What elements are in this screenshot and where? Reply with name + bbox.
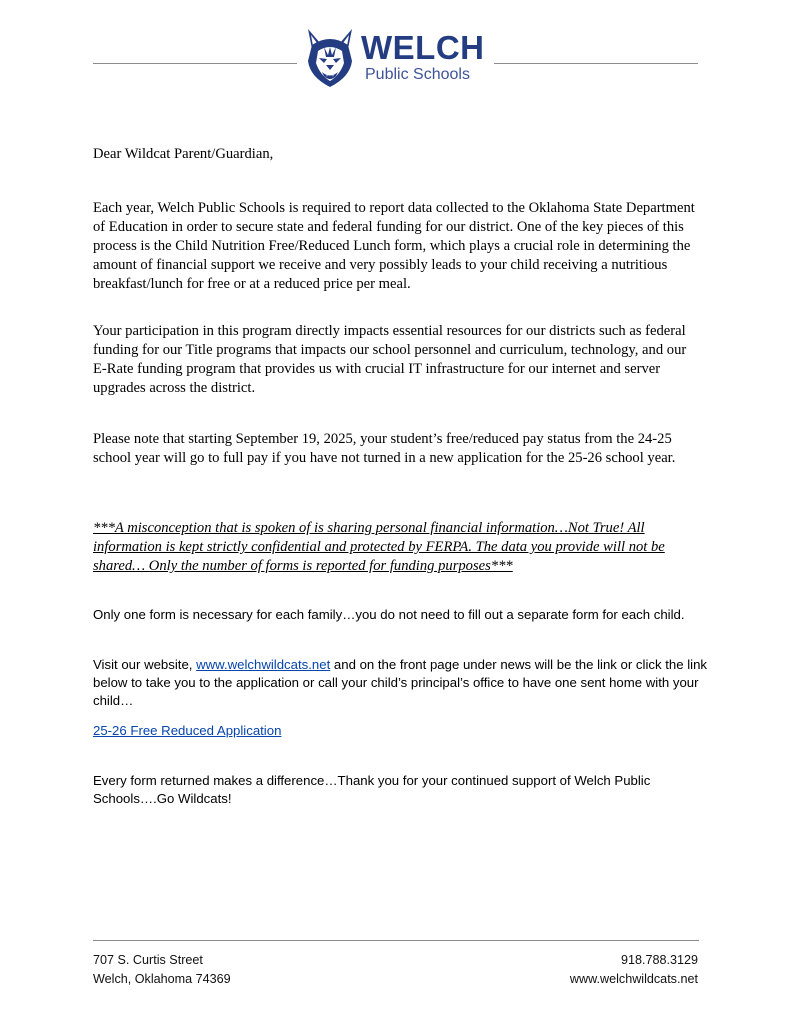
header-divider-left	[93, 63, 297, 64]
letter-paragraph: Please note that starting September 19, 2025, your student’s free/reduced pay status from the 24-25 school year will go to full pay if you have not turned in a new application for the 25-26 school year.	[93, 431, 676, 466]
footer-divider	[93, 940, 699, 941]
application-link-line	[93, 722, 708, 740]
website-paragraph-tail: and on the front page under news will be the link or click the link below to take you to the application or call your child’s principal’s office to have one sent home with your child…	[93, 657, 708, 708]
letter-paragraph: Each year, Welch Public Schools is required to report data collected to the Oklahoma State Department of Education in order to secure state and federal funding for our district. One of the key pieces of this process is the Child Nutrition Free/Reduced Lunch form, which plays a crucial role in determining the amount of financial support we receive and very possibly leads to your child receiving a nutritious breakfast/lunch for free or at a reduced price per meal.	[93, 200, 695, 292]
logo-subtitle: Public Schools	[365, 66, 470, 83]
footer-address-street: 707 S. Curtis Street	[93, 953, 203, 967]
letter-paragraph: Your participation in this program directly impacts essential resources for our districts such as federal funding for our Title programs that impacts our school personnel and curriculum, technology, and our E-Rate funding program that provides us with crucial IT infrastructure for our internet and server upgrades across the district.	[93, 323, 687, 396]
application-link[interactable]: 25-26 Free Reduced Application	[93, 723, 282, 738]
website-paragraph	[93, 656, 708, 710]
confidentiality-note: ***A misconception that is spoken of is sharing personal financial information…Not True! All information is kept strictly confidential and protected by FERPA. The data you provide will not be shared… Only the number of forms is reported for funding purposes***	[93, 520, 665, 574]
wildcat-logo-icon	[302, 27, 358, 91]
footer-address-city: Welch, Oklahoma 74369	[93, 972, 231, 986]
letter-greeting: Dear Wildcat Parent/Guardian,	[93, 146, 274, 162]
footer-website: www.welchwildcats.net	[569, 972, 698, 986]
header-divider-right	[494, 63, 698, 64]
footer-phone: 918.788.3129	[620, 953, 698, 967]
letter-closing: Every form returned makes a difference…Thank you for your continued support of Welch Public Schools….Go Wildcats!	[93, 773, 651, 806]
website-link[interactable]: www.welchwildcats.net	[196, 657, 331, 672]
website-paragraph-lead: Visit our website,	[93, 657, 197, 672]
letter-paragraph: Only one form is necessary for each family…you do not need to fill out a separate form for each child.	[93, 607, 685, 622]
logo-title: WELCH	[361, 29, 485, 66]
